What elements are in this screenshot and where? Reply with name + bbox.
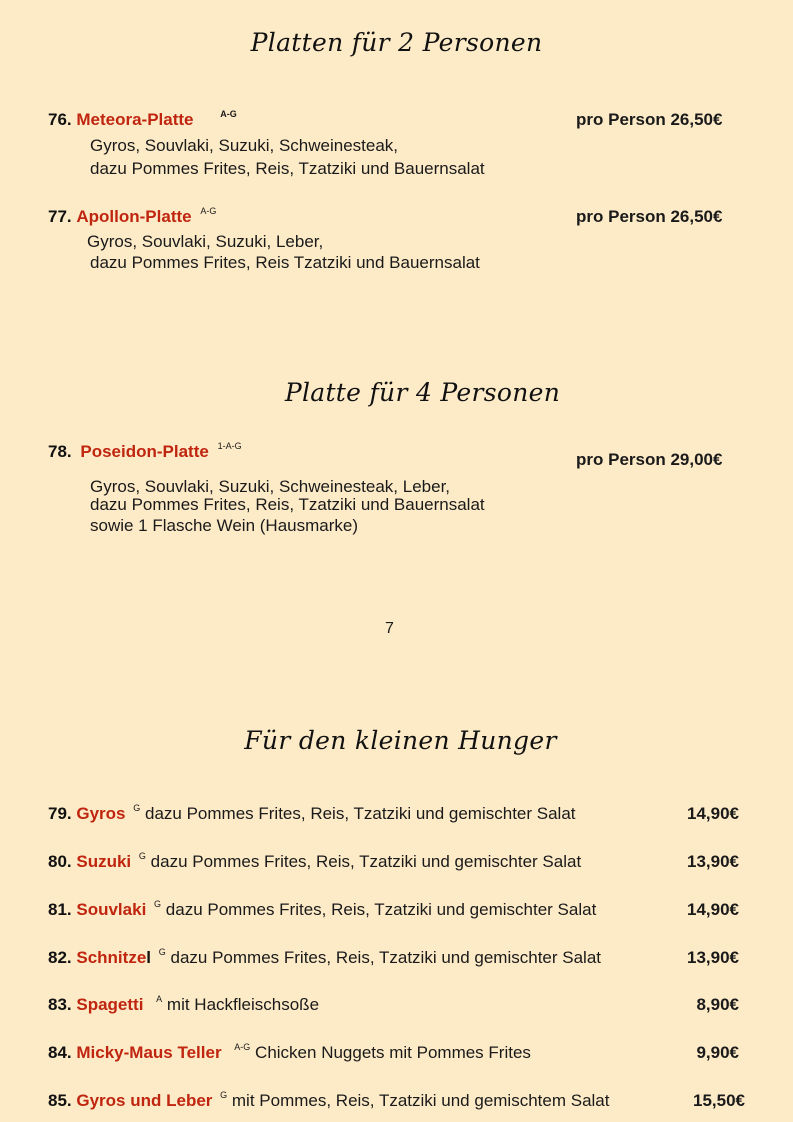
item-number: 77. [48, 207, 72, 226]
item-price: 13,90€ [687, 852, 739, 871]
item-price: 13,90€ [687, 948, 739, 967]
item-price: 15,50€ [693, 1091, 745, 1110]
allergen-code: G [138, 851, 146, 861]
item-number: 82. [48, 948, 72, 967]
item-price: 14,90€ [687, 900, 739, 919]
allergen-code: G [154, 899, 162, 909]
item-description-line: Gyros, Souvlaki, Suzuki, Schweinesteak, Leber, [90, 477, 451, 496]
item-description: dazu Pommes Frites, Reis, Tzatziki und gemischter Salat [170, 948, 602, 967]
item-description-line: dazu Pommes Frites, Reis Tzatziki und Bauernsalat [90, 253, 480, 272]
allergen-code: A-G [234, 1042, 251, 1052]
item-description-line: dazu Pommes Frites, Reis, Tzatziki und Bauernsalat [90, 159, 485, 178]
menu-item-85 [48, 1090, 609, 1112]
allergen-code: G [133, 803, 141, 813]
menu-item-83 [48, 994, 319, 1016]
allergen-code: 1-A-G [217, 441, 242, 451]
item-description: mit Pommes, Reis, Tzatziki und gemischtem Salat [231, 1091, 610, 1110]
item-price: pro Person 26,50€ [576, 207, 723, 226]
item-number: 76. [48, 110, 72, 129]
item-price: pro Person 26,50€ [576, 110, 723, 129]
item-price: pro Person 29,00€ [576, 450, 723, 469]
allergen-code: A [156, 994, 163, 1004]
item-description: dazu Pommes Frites, Reis, Tzatziki und gemischter Salat [165, 900, 597, 919]
item-description: mit Hackfleischsoße [166, 995, 320, 1014]
menu-item-80 [48, 851, 581, 873]
item-name: Souvlaki [76, 900, 147, 919]
menu-item-76 [48, 109, 237, 131]
menu-item-81 [48, 899, 596, 921]
item-name: Meteora-Platte [76, 110, 194, 129]
item-description-line: Gyros, Souvlaki, Suzuki, Schweinesteak, [90, 136, 399, 155]
item-name: Spagetti [76, 995, 144, 1014]
item-price: 8,90€ [696, 995, 739, 1014]
item-number: 84. [48, 1043, 72, 1062]
item-name [76, 948, 151, 967]
item-description: dazu Pommes Frites, Reis, Tzatziki und gemischter Salat [145, 804, 576, 823]
item-name: Gyros [76, 804, 126, 823]
item-name-tail: l [146, 948, 152, 967]
item-name-main: Schnitze [76, 948, 147, 967]
menu-item-82 [48, 947, 601, 969]
item-name: Suzuki [76, 852, 132, 871]
item-price: 14,90€ [687, 804, 739, 823]
item-name: Gyros und Leber [76, 1091, 213, 1110]
item-number: 79. [48, 804, 72, 823]
item-description-line: sowie 1 Flasche Wein (Hausmarke) [90, 516, 358, 535]
item-number: 81. [48, 900, 72, 919]
section-heading-platte-4: Platte für 4 Personen [284, 378, 561, 407]
section-heading-platten-2: Platten für 2 Personen [250, 28, 543, 57]
item-description: Chicken Nuggets mit Pommes Frites [255, 1043, 531, 1062]
item-description-line: Gyros, Souvlaki, Suzuki, Leber, [87, 232, 324, 251]
menu-item-78 [48, 441, 242, 463]
allergen-code: G [220, 1090, 228, 1100]
item-price: 9,90€ [696, 1043, 739, 1062]
item-name: Micky-Maus Teller [76, 1043, 222, 1062]
item-name: Apollon-Platte [76, 207, 192, 226]
menu-item-79 [48, 803, 576, 825]
allergen-code: A-G [200, 206, 217, 216]
allergen-code: G [158, 947, 166, 957]
item-number: 78. [48, 442, 72, 461]
item-number: 85. [48, 1091, 72, 1110]
page-number: 7 [385, 620, 394, 637]
section-heading-kleiner-hunger: Für den kleinen Hunger [244, 726, 557, 755]
menu-item-84 [48, 1042, 531, 1064]
item-description: dazu Pommes Frites, Reis, Tzatziki und gemischter Salat [150, 852, 582, 871]
item-description-line: dazu Pommes Frites, Reis, Tzatziki und Bauernsalat [90, 495, 485, 514]
item-number: 80. [48, 852, 72, 871]
allergen-code: A-G [220, 109, 237, 119]
item-name: Poseidon-Platte [80, 442, 209, 461]
item-number: 83. [48, 995, 72, 1014]
menu-item-77 [48, 206, 216, 228]
